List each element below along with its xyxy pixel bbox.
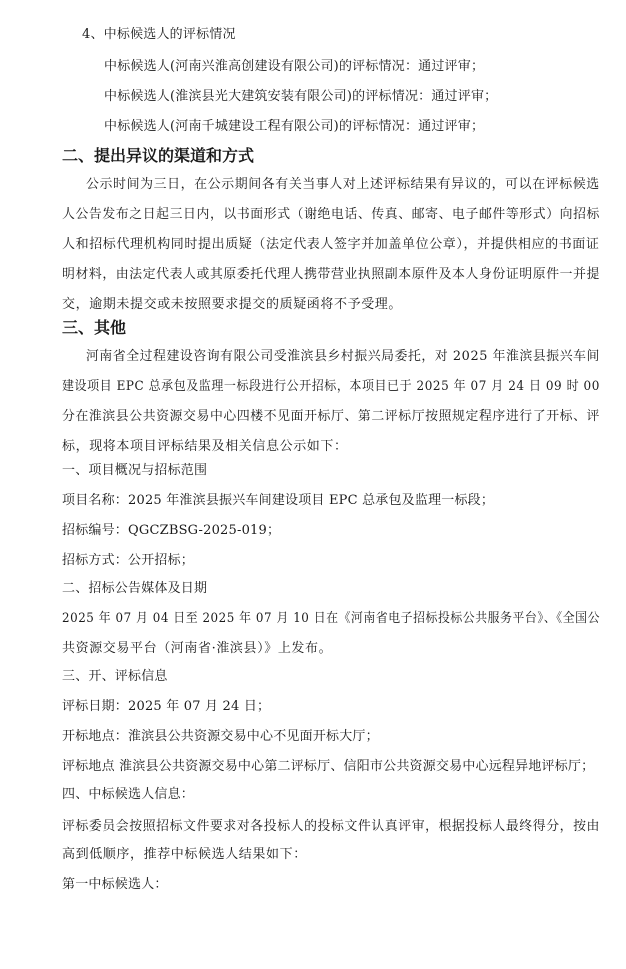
objection-paragraph-line: 明材料，由法定代表人或其原委托代理人携带营业执照副本原件及本人身份证明原件一并提 — [62, 267, 601, 282]
bid-number: 招标编号：QGCZBSG-2025-019； — [62, 523, 281, 538]
objection-paragraph-line: 公示时间为三日，在公示期间各有关当事人对上述评标结果有异议的，可以在评标候选 — [86, 177, 600, 192]
other-paragraph-line: 标，现将本项目评标结果及相关信息公示如下： — [62, 439, 348, 454]
other-paragraph-line: 建设项目 EPC 总承包及监理一标段进行公开招标，本项目已于 2025 年 07 月 24 日 09 时 00 — [62, 379, 600, 394]
media-line: 2025 年 07 月 04 日至 2025 年 07 月 10 日在《河南省电子招标投标公共服务平台》、《全国公 — [62, 611, 600, 626]
opening-place: 开标地点：淮滨县公共资源交易中心不见面开标大厅； — [62, 729, 379, 744]
media-line: 共资源交易平台（河南省·淮滨县）》上发布。 — [62, 641, 333, 656]
committee-line: 高到低顺序，推荐中标候选人结果如下： — [62, 847, 307, 862]
evaluation-status-title: 4、中标候选人的评标情况 — [82, 27, 236, 42]
subheading-evaluation-info: 三、开、评标信息 — [62, 669, 168, 684]
evaluation-place: 评标地点 淮滨县公共资源交易中心第二评标厅、信阳市公共资源交易中心远程异地评标厅； — [62, 759, 595, 774]
candidate-evaluation-row-2: 中标候选人(淮滨县光大建筑安装有限公司)的评标情况：通过评审； — [104, 89, 498, 104]
project-name: 项目名称：2025 年淮滨县振兴车间建设项目 EPC 总承包及监理一标段； — [62, 493, 495, 508]
subheading-candidate-info: 四、中标候选人信息： — [62, 787, 195, 802]
candidate-evaluation-row-1: 中标候选人(河南兴淮高创建设有限公司)的评标情况：通过评审； — [104, 59, 485, 74]
subheading-project-overview: 一、项目概况与招标范围 — [62, 463, 208, 478]
evaluation-date: 评标日期：2025 年 07 月 24 日； — [62, 699, 271, 714]
candidate-evaluation-row-3: 中标候选人(河南千城建设工程有限公司)的评标情况：通过评审； — [104, 119, 485, 134]
objection-paragraph-line: 交，逾期未提交或未按照要求提交的质疑函将不予受理。 — [62, 297, 403, 312]
objection-paragraph-line: 人公告发布之日起三日内，以书面形式（谢绝电话、传真、邮寄、电子邮件等形式）向招标 — [62, 207, 601, 222]
other-paragraph-line: 河南省全过程建设咨询有限公司受淮滨县乡村振兴局委托，对 2025 年淮滨县振兴车间 — [86, 349, 600, 364]
other-paragraph-line: 分在淮滨县公共资源交易中心四楼不见面开标厅、第二评标厅按照规定程序进行了开标、评 — [62, 409, 601, 424]
section-heading-other: 三、其他 — [62, 318, 127, 337]
committee-line: 评标委员会按照招标文件要求对各投标人的投标文件认真评审，根据投标人最终得分，按由 — [62, 819, 601, 834]
objection-paragraph-line: 人和招标代理机构同时提出质疑（法定代表人签字并加盖单位公章），并提供相应的书面证 — [62, 237, 600, 252]
subheading-announcement-media: 二、招标公告媒体及日期 — [62, 581, 208, 596]
first-candidate-label: 第一中标候选人： — [62, 877, 168, 892]
bid-method: 招标方式：公开招标； — [62, 553, 195, 568]
section-heading-objection: 二、提出异议的渠道和方式 — [62, 146, 255, 165]
